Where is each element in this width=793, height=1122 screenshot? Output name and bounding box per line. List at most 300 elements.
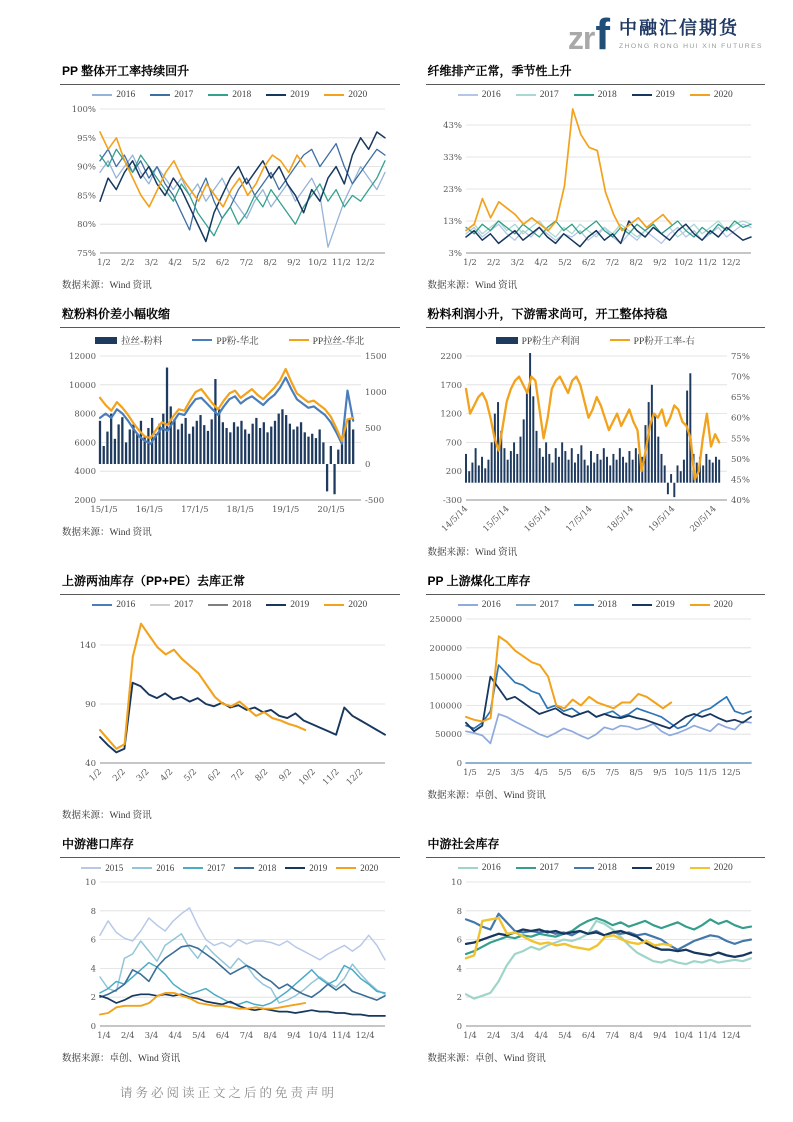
legend-item [632,863,675,873]
legend-line-swatch [92,604,112,606]
svg-text:10: 10 [85,878,96,888]
svg-text:18/5/14: 18/5/14 [605,504,636,535]
svg-text:6/4: 6/4 [215,1031,230,1041]
legend-line-swatch [690,604,710,606]
svg-text:5/2: 5/2 [557,258,572,268]
legend-line-swatch [632,604,652,606]
svg-text:2/5: 2/5 [486,768,501,778]
legend-item [690,90,733,100]
title-rule [60,857,400,858]
chart-title: PP 上游煤化工库存 [427,574,531,588]
svg-text:7/2: 7/2 [229,767,247,784]
svg-text:1/2: 1/2 [462,258,477,268]
svg-text:0: 0 [456,1022,462,1032]
chart-legend [426,863,766,873]
svg-text:13%: 13% [442,217,462,227]
svg-text:2/4: 2/4 [120,1031,135,1041]
logo-mark [567,9,610,59]
title-rule [426,84,766,85]
svg-text:7/4: 7/4 [239,1031,254,1041]
legend-item [336,863,378,873]
svg-text:4/2: 4/2 [168,258,183,268]
svg-text:3/4: 3/4 [144,1031,159,1041]
svg-text:2/4: 2/4 [486,1031,501,1041]
legend-line-swatch [150,94,170,96]
svg-text:16/5/14: 16/5/14 [522,504,553,535]
legend-label: 2017 [174,90,194,100]
legend-line-swatch [132,867,152,869]
legend-line-swatch [690,94,710,96]
legend-item [516,90,559,100]
chart-canvas [426,101,761,271]
legend-item [324,600,367,610]
legend-label: PP粉生产利润 [521,337,580,347]
legend-item [458,90,501,100]
svg-text:3/5: 3/5 [510,768,524,778]
legend-item [92,600,135,610]
chart-block-5 [60,570,400,821]
svg-text:2: 2 [456,993,462,1004]
legend-label: 2019 [655,90,675,100]
legend-item [516,863,559,873]
legend-line-swatch [324,94,344,96]
chart-title: PP 整体开工率持续回升 [62,64,190,78]
svg-text:1/4: 1/4 [462,1031,477,1041]
svg-text:1/4: 1/4 [97,1031,111,1041]
legend-line-swatch [574,867,594,869]
page-header [0,0,793,59]
svg-text:50000: 50000 [434,730,462,741]
legend-line-swatch [92,94,112,96]
legend-line-swatch [458,94,478,96]
legend-item [632,90,675,100]
chart-source: 数据来源：卓创、Wind 资讯 [427,791,546,801]
legend-item [632,600,675,610]
svg-text:0: 0 [456,759,462,769]
chart-legend [60,90,400,100]
chart-canvas [60,348,395,518]
svg-text:1/2: 1/2 [87,767,105,784]
title-rule [60,327,400,328]
legend-label: 2019 [290,90,310,100]
legend-item [458,863,501,873]
legend-line-swatch [632,94,652,96]
legend-item [458,600,501,610]
svg-text:43%: 43% [442,121,462,131]
svg-text:11/2: 11/2 [320,767,342,788]
svg-text:6: 6 [456,935,462,946]
chart-block-3 [60,303,400,558]
svg-text:12/4: 12/4 [721,1031,741,1041]
svg-text:2000: 2000 [74,496,96,506]
svg-text:6: 6 [90,935,96,946]
svg-text:17/5/14: 17/5/14 [563,504,594,535]
legend-label: 2018 [258,863,277,873]
legend-item [289,333,365,347]
svg-text:0: 0 [365,460,371,470]
svg-text:19/5/14: 19/5/14 [646,504,677,535]
svg-text:8/4: 8/4 [263,1031,278,1041]
svg-text:3/2: 3/2 [134,767,152,784]
svg-text:8/5: 8/5 [628,768,643,778]
legend-item [266,600,309,610]
legend-line-swatch [516,867,536,869]
legend-item [574,90,617,100]
svg-text:5/4: 5/4 [557,1031,572,1041]
svg-text:10/2: 10/2 [297,767,318,788]
title-rule [60,84,400,85]
title-rule [60,594,400,595]
legend-label: 2019 [309,863,328,873]
svg-text:70%: 70% [730,372,750,383]
legend-label: 2020 [713,600,733,610]
svg-text:3/2: 3/2 [510,258,524,268]
legend-line-swatch [192,339,212,341]
svg-text:9/2: 9/2 [652,258,667,268]
svg-text:10/5: 10/5 [673,768,693,778]
svg-text:1000: 1000 [365,388,387,398]
chart-source: 数据来源：Wind 资讯 [62,811,152,821]
chart-legend [60,863,400,873]
chart-block-4 [426,303,766,558]
svg-text:8/2: 8/2 [628,258,643,268]
legend-label: 2015 [105,863,124,873]
legend-line-swatch [234,867,254,869]
legend-label: 2016 [481,90,501,100]
legend-item [150,600,193,610]
legend-label: 2016 [481,600,501,610]
chart-title: 粉料利润小升，下游需求尚可，开工整体持稳 [427,307,668,321]
chart-canvas [60,101,395,271]
legend-line-swatch [285,867,305,869]
svg-text:95%: 95% [77,133,96,144]
svg-text:4000: 4000 [74,467,96,478]
chart-title: 纤维排产正常，季节性上升 [427,64,572,78]
svg-text:7/4: 7/4 [605,1031,619,1041]
brand-block [619,14,763,52]
legend-item [95,333,162,347]
svg-text:4: 4 [456,964,462,975]
svg-text:75%: 75% [77,249,96,259]
svg-text:8: 8 [456,906,462,917]
chart-block-8 [426,833,766,1064]
svg-text:11/4: 11/4 [331,1031,351,1041]
svg-text:6/2: 6/2 [215,258,230,268]
svg-text:5/2: 5/2 [182,767,200,784]
legend-label: 2018 [597,90,617,100]
svg-text:8/2: 8/2 [253,767,271,784]
legend-item [208,90,251,100]
legend-label: 2016 [481,863,501,873]
svg-text:1500: 1500 [365,352,387,362]
svg-text:8: 8 [90,906,96,917]
svg-text:6/2: 6/2 [581,258,596,268]
svg-text:9/4: 9/4 [287,1031,301,1041]
chart-source: 数据来源：Wind 资讯 [62,281,152,291]
chart-source: 数据来源：Wind 资讯 [427,548,518,558]
chart-block-2 [426,60,766,291]
svg-text:15/5/14: 15/5/14 [480,504,512,535]
svg-text:7/5: 7/5 [605,768,619,778]
chart-legend [426,90,766,100]
legend-label: PP拉丝-华北 [312,337,365,347]
disclaimer-text: 请务必阅读正文之后的免责声明 [120,1086,338,1100]
legend-label: 2018 [232,90,252,100]
svg-text:3%: 3% [448,249,462,259]
svg-text:5/4: 5/4 [192,1031,206,1041]
svg-text:80%: 80% [77,220,96,231]
svg-text:16/1/5: 16/1/5 [135,505,164,515]
svg-text:1/2: 1/2 [97,258,111,268]
legend-line-swatch [150,604,170,606]
svg-text:5/5: 5/5 [557,768,572,778]
legend-item [192,333,258,347]
legend-line-swatch [516,94,536,96]
legend-line-swatch [208,94,228,96]
legend-label: 2020 [348,600,368,610]
svg-text:33%: 33% [442,153,462,163]
svg-text:4/2: 4/2 [158,767,176,784]
legend-line-swatch [266,604,286,606]
svg-text:200: 200 [445,467,462,478]
svg-text:45%: 45% [730,475,750,486]
chart-legend [60,600,400,610]
legend-label: 2017 [207,863,226,873]
legend-label: 2018 [232,600,252,610]
chart-block-7 [60,833,400,1064]
svg-text:7/2: 7/2 [239,258,254,268]
svg-text:3/4: 3/4 [510,1031,524,1041]
legend-item [324,90,367,100]
svg-text:2200: 2200 [439,352,462,362]
legend-label: 2017 [539,90,559,100]
chart-source: 数据来源：Wind 资讯 [427,281,518,291]
svg-text:100000: 100000 [429,701,462,712]
legend-line-swatch [610,339,630,341]
chart-title: 粒粉料价差小幅收缩 [62,307,171,321]
svg-text:65%: 65% [730,393,750,404]
svg-text:0: 0 [90,1022,96,1032]
svg-text:10: 10 [450,878,462,888]
legend-item [574,600,617,610]
legend-label: 2019 [655,863,675,873]
chart-legend [426,333,766,347]
legend-line-swatch [336,867,356,869]
svg-text:4/4: 4/4 [168,1031,183,1041]
svg-text:10000: 10000 [68,380,96,391]
legend-label: PP粉-华北 [216,337,259,347]
legend-label: 2017 [539,863,559,873]
svg-text:9/4: 9/4 [652,1031,667,1041]
svg-text:12/2: 12/2 [721,258,741,268]
legend-label: 2018 [597,863,617,873]
svg-text:12000: 12000 [68,352,96,362]
svg-text:10/4: 10/4 [673,1031,693,1041]
legend-item [132,863,174,873]
legend-item [610,333,695,347]
legend-label: 2018 [597,600,617,610]
title-rule [426,857,766,858]
svg-text:6/4: 6/4 [581,1031,596,1041]
svg-text:9/5: 9/5 [652,768,667,778]
legend-label: 2016 [156,863,175,873]
svg-text:4: 4 [90,964,96,975]
svg-text:-500: -500 [365,496,385,506]
svg-text:200000: 200000 [429,643,462,654]
svg-text:11/4: 11/4 [697,1031,717,1041]
svg-text:11/2: 11/2 [331,258,351,268]
charts-grid [0,54,793,1064]
legend-line-swatch [632,867,652,869]
chart-canvas [60,611,395,801]
svg-text:-300: -300 [442,496,462,506]
svg-text:40: 40 [85,759,96,769]
svg-text:23%: 23% [442,185,462,195]
svg-text:6/2: 6/2 [206,767,223,784]
legend-item [516,600,559,610]
svg-text:90%: 90% [77,162,96,173]
legend-line-swatch [458,867,478,869]
legend-item [92,90,135,100]
legend-line-swatch [574,94,594,96]
chart-source: 数据来源：卓创、Wind 资讯 [427,1054,546,1064]
chart-canvas [426,348,761,538]
legend-line-swatch [516,604,536,606]
legend-bar-swatch [496,337,518,344]
chart-source: 数据来源：卓创、Wind 资讯 [62,1054,181,1064]
legend-label: 2020 [713,863,733,873]
svg-text:8/2: 8/2 [263,258,278,268]
chart-block-1 [60,60,400,291]
chart-source: 数据来源：Wind 资讯 [62,528,152,538]
legend-item [285,863,327,873]
legend-label: 拉丝-粉料 [121,337,163,347]
svg-text:8000: 8000 [74,409,96,420]
svg-text:2/2: 2/2 [111,767,128,784]
chart-legend [60,333,400,347]
legend-label: 2016 [116,90,136,100]
chart-title: 中游港口库存 [62,837,135,851]
svg-text:50%: 50% [730,454,750,465]
page-footer [120,1083,337,1102]
svg-text:6000: 6000 [74,438,96,449]
legend-line-swatch [208,604,228,606]
title-rule [426,327,766,328]
legend-item [266,90,309,100]
legend-line-swatch [324,604,344,606]
svg-text:85%: 85% [77,191,96,202]
company-logo [567,9,763,59]
svg-text:700: 700 [445,438,462,449]
svg-text:9/2: 9/2 [277,767,295,784]
chart-block-6 [426,570,766,821]
svg-text:4/4: 4/4 [533,1031,548,1041]
svg-text:17/1/5: 17/1/5 [181,505,209,515]
logo-f-text: f [595,9,610,59]
legend-label: 2020 [348,90,368,100]
svg-text:4/2: 4/2 [533,258,548,268]
svg-text:11/2: 11/2 [697,258,717,268]
svg-text:6/5: 6/5 [581,768,596,778]
legend-item [496,333,580,347]
svg-text:18/1/5: 18/1/5 [226,505,254,515]
svg-text:5/2: 5/2 [192,258,206,268]
svg-text:12/4: 12/4 [355,1031,375,1041]
legend-item [234,863,276,873]
svg-text:2/2: 2/2 [120,258,135,268]
legend-item [690,863,733,873]
svg-text:2/2: 2/2 [486,258,501,268]
legend-line-swatch [183,867,203,869]
legend-line-swatch [266,94,286,96]
legend-line-swatch [81,867,101,869]
svg-text:10/2: 10/2 [673,258,693,268]
svg-text:10/2: 10/2 [308,258,328,268]
legend-label: 2020 [713,90,733,100]
svg-text:3/2: 3/2 [144,258,159,268]
legend-item [183,863,225,873]
svg-text:12/2: 12/2 [344,767,366,788]
svg-text:90: 90 [85,699,96,710]
legend-label: 2019 [655,600,675,610]
chart-canvas [426,874,761,1044]
legend-label: 2017 [174,600,194,610]
svg-text:75%: 75% [730,352,750,362]
svg-text:150000: 150000 [429,672,462,683]
logo-zr-text: zr [567,20,595,57]
svg-text:1200: 1200 [439,409,462,420]
svg-text:20/5/14: 20/5/14 [687,504,719,535]
svg-text:10/4: 10/4 [308,1031,328,1041]
svg-text:4/5: 4/5 [533,768,548,778]
svg-text:14/5/14: 14/5/14 [439,504,470,535]
legend-line-swatch [289,339,309,341]
legend-label: PP粉开工率-右 [633,337,695,347]
legend-line-swatch [458,604,478,606]
legend-item [81,863,123,873]
chart-canvas [60,874,395,1044]
legend-item [150,90,193,100]
legend-label: 2019 [290,600,310,610]
legend-line-swatch [574,604,594,606]
svg-text:40%: 40% [730,496,750,506]
legend-item [208,600,251,610]
svg-text:15/1/5: 15/1/5 [90,505,118,515]
chart-canvas [426,611,761,781]
svg-text:11/5: 11/5 [697,768,717,778]
svg-text:250000: 250000 [429,615,462,625]
svg-text:500: 500 [365,424,382,434]
svg-text:140: 140 [79,640,96,651]
chart-title: 中游社会库存 [427,837,500,851]
svg-text:55%: 55% [730,434,750,445]
svg-text:1700: 1700 [439,380,462,391]
legend-item [690,600,733,610]
svg-text:12/2: 12/2 [355,258,375,268]
brand-name-en: ZHONG RONG HUI XIN FUTURES [618,43,763,50]
svg-text:9/2: 9/2 [287,258,301,268]
legend-label: 2020 [360,863,379,873]
title-rule [426,594,766,595]
legend-label: 2016 [116,600,136,610]
svg-text:60%: 60% [730,413,750,424]
svg-text:12/5: 12/5 [721,768,741,778]
legend-bar-swatch [95,337,117,344]
svg-text:1/5: 1/5 [462,768,477,778]
brand-name-cn: 中融汇信期货 [618,18,739,38]
legend-item [574,863,617,873]
svg-text:7/2: 7/2 [605,258,619,268]
